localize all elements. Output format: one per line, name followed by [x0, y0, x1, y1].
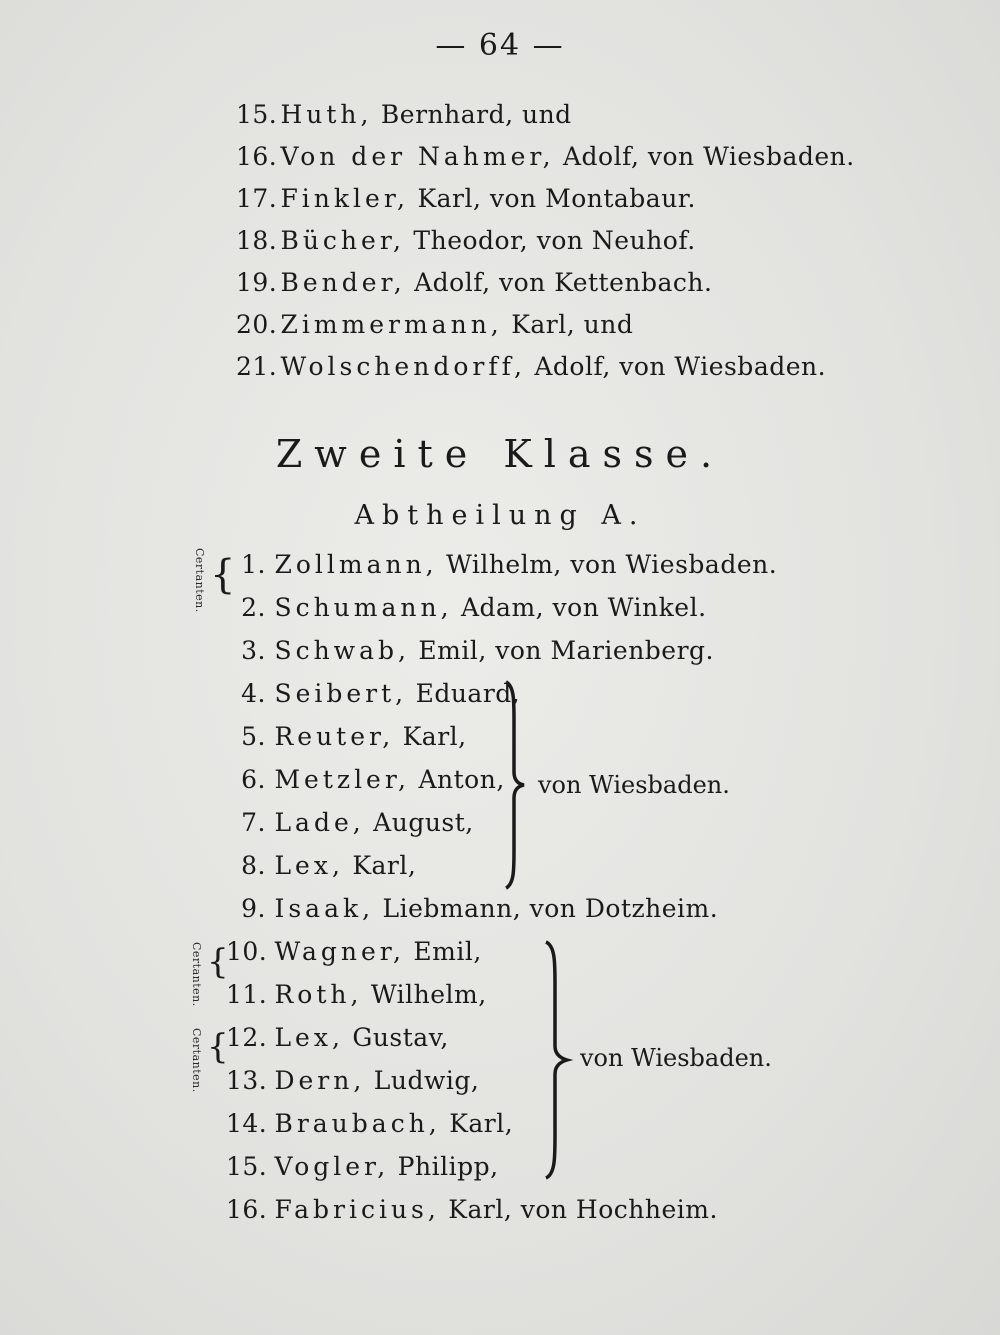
- item-surname: Isaak,: [274, 894, 375, 923]
- item-surname: Schwab,: [274, 636, 410, 665]
- side-label-certanten: Certanten.: [190, 1028, 203, 1093]
- list-item: [226, 1066, 479, 1095]
- item-surname: Braubach,: [274, 1109, 441, 1138]
- item-rest: Adolf, von Wiesbaden.: [554, 142, 855, 171]
- small-brace: {: [210, 552, 236, 598]
- item-number: 16.: [236, 142, 278, 171]
- item-rest: Karl,: [440, 1109, 514, 1138]
- list-item: [232, 894, 718, 923]
- page-number: — 64 —: [435, 28, 565, 63]
- item-surname: Zimmermann,: [280, 310, 503, 339]
- item-number: 15.: [236, 100, 278, 129]
- small-brace: {: [207, 1027, 229, 1067]
- list-item: [226, 980, 487, 1009]
- item-surname: Fabricius,: [274, 1195, 440, 1224]
- list-item: [236, 352, 826, 381]
- item-number: 16.: [226, 1195, 268, 1224]
- item-rest: Ludwig,: [365, 1066, 480, 1095]
- item-rest: Adolf, von Wiesbaden.: [525, 352, 827, 381]
- item-surname: Lade,: [274, 808, 365, 837]
- group-place: von Wiesbaden.: [580, 1044, 772, 1072]
- list-item: [232, 593, 707, 622]
- item-surname: Wagner,: [274, 937, 405, 966]
- list-item: [232, 679, 520, 708]
- list-item: [236, 184, 696, 213]
- item-surname: Metzler,: [274, 765, 411, 794]
- item-number: 2.: [241, 593, 266, 622]
- item-number: 3.: [241, 636, 266, 665]
- item-rest: August,: [364, 808, 474, 837]
- item-surname: Finkler,: [280, 184, 409, 213]
- item-surname: Bender,: [280, 268, 406, 297]
- side-label-certanten: Certanten.: [190, 942, 203, 1007]
- list-item: [232, 851, 416, 880]
- item-number: 18.: [236, 226, 278, 255]
- item-number: 21.: [236, 352, 278, 381]
- list-item: [226, 1109, 513, 1138]
- item-number: 20.: [236, 310, 278, 339]
- list-item: [236, 100, 572, 129]
- item-rest: Philipp,: [389, 1152, 499, 1181]
- item-number: 11.: [226, 980, 268, 1009]
- list-item: [226, 1152, 499, 1181]
- item-surname: Dern,: [274, 1066, 366, 1095]
- list-item: [232, 636, 714, 665]
- item-surname: Von der Nahmer,: [280, 142, 555, 171]
- item-number: 7.: [241, 808, 266, 837]
- item-number: 10.: [226, 937, 268, 966]
- item-number: 17.: [236, 184, 278, 213]
- item-surname: Zollmann,: [274, 550, 438, 579]
- item-rest: Karl, und: [502, 310, 634, 339]
- item-number: 6.: [241, 765, 266, 794]
- item-number: 8.: [241, 851, 266, 880]
- item-number: 4.: [241, 679, 266, 708]
- item-rest: Gustav,: [343, 1023, 449, 1052]
- item-rest: Liebmann, von Dotzheim.: [374, 894, 719, 923]
- item-surname: Wolschendorff,: [280, 352, 526, 381]
- item-surname: Lex,: [274, 851, 344, 880]
- subsection-title: Abtheilung A.: [354, 500, 646, 531]
- list-item: [226, 1195, 718, 1224]
- item-number: 14.: [226, 1109, 268, 1138]
- list-item: [232, 808, 474, 837]
- item-surname: Roth,: [274, 980, 363, 1009]
- item-surname: Vogler,: [274, 1152, 390, 1181]
- item-number: 15.: [226, 1152, 268, 1181]
- item-surname: Schumann,: [274, 593, 453, 622]
- item-rest: Theodor, von Neuhof.: [404, 226, 696, 255]
- item-number: 12.: [226, 1023, 268, 1052]
- list-item: [226, 937, 482, 966]
- item-surname: Lex,: [274, 1023, 344, 1052]
- list-item: [232, 765, 505, 794]
- item-rest: Adolf, von Kettenbach.: [405, 268, 713, 297]
- list-item: [226, 1023, 449, 1052]
- list-item: [232, 722, 467, 751]
- item-surname: Seibert,: [274, 679, 408, 708]
- small-brace: {: [207, 942, 229, 982]
- item-surname: Bücher,: [280, 226, 405, 255]
- list-item: [236, 142, 855, 171]
- item-rest: Karl, von Hochheim.: [439, 1195, 718, 1224]
- item-rest: Eduard,: [407, 679, 521, 708]
- item-rest: Emil, von Marienberg.: [409, 636, 714, 665]
- item-number: 19.: [236, 268, 278, 297]
- group-brace: [500, 680, 530, 890]
- group-brace: [540, 940, 574, 1180]
- group-place: von Wiesbaden.: [538, 771, 730, 799]
- item-rest: Wilhelm, von Wiesbaden.: [437, 550, 778, 579]
- item-number: 5.: [241, 722, 266, 751]
- item-rest: Wilhelm,: [362, 980, 487, 1009]
- item-number: 9.: [241, 894, 266, 923]
- item-rest: Emil,: [404, 937, 482, 966]
- item-rest: Bernhard, und: [372, 100, 572, 129]
- item-surname: Huth,: [280, 100, 373, 129]
- item-number: 1.: [241, 550, 266, 579]
- item-rest: Karl, von Montabaur.: [409, 184, 696, 213]
- item-rest: Karl,: [343, 851, 417, 880]
- item-rest: Adam, von Winkel.: [452, 593, 707, 622]
- item-number: 13.: [226, 1066, 268, 1095]
- item-surname: Reuter,: [274, 722, 395, 751]
- item-rest: Anton,: [410, 765, 505, 794]
- list-item: [236, 226, 696, 255]
- side-label-certanten: Certanten.: [193, 548, 206, 613]
- list-item: [232, 550, 777, 579]
- list-item: [236, 310, 633, 339]
- item-rest: Karl,: [394, 722, 467, 751]
- section-title: Zweite Klasse.: [275, 432, 725, 476]
- list-item: [236, 268, 712, 297]
